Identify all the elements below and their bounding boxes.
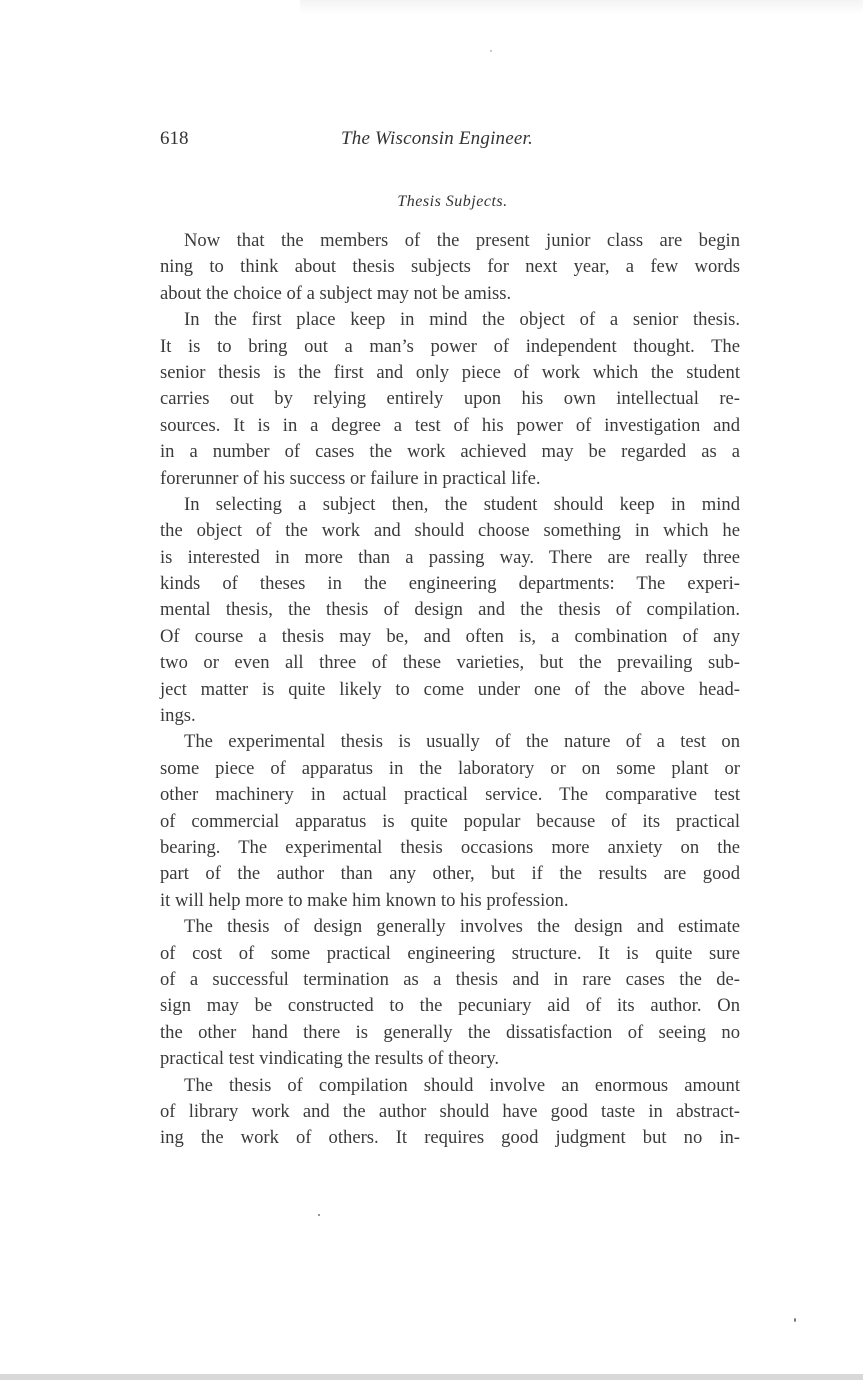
text-line: forerunner of his success or failure in practical life.: [160, 467, 541, 489]
text-line: sources. It is in a degree a test of his power of investigation and: [160, 414, 740, 436]
scan-speck: [490, 50, 492, 52]
text-line: in a number of cases the work achieved may be regarded as a: [160, 441, 740, 463]
text-line: some piece of apparatus in the laboratory or on some plant or: [160, 757, 740, 779]
text-line: other machinery in actual practical service. The comparative test: [160, 784, 740, 806]
text-line: The experimental thesis is usually of the nature of a test on: [184, 731, 740, 753]
text-line: of a successful termination as a thesis and in rare cases the de-: [160, 968, 740, 990]
scan-speck: [318, 1214, 320, 1216]
text-line: sign may be constructed to the pecuniary aid of its author. On: [160, 995, 740, 1017]
text-line: carries out by relying entirely upon his own intellectual re-: [160, 388, 740, 410]
paragraph: [160, 914, 740, 1072]
text-line: of library work and the author should have good taste in abstract-: [160, 1100, 740, 1122]
text-line: two or even all three of these varieties, but the prevailing sub-: [160, 652, 740, 674]
text-line: the other hand there is generally the dissatisfaction of seeing no: [160, 1021, 740, 1043]
scan-speck: [794, 1318, 796, 1322]
article-body: [160, 228, 740, 1152]
running-header: [160, 128, 745, 156]
page-number: 618: [160, 128, 189, 149]
text-line: In selecting a subject then, the student should keep in mind: [184, 493, 740, 515]
page-top-edge: [300, 0, 863, 14]
paragraph: [160, 307, 740, 492]
text-line: ning to think about thesis subjects for next year, a few words: [160, 256, 740, 278]
page-bottom-edge: [0, 1374, 863, 1380]
text-line: of cost of some practical engineering structure. It is quite sure: [160, 942, 740, 964]
text-line: mental thesis, the thesis of design and the thesis of compilation.: [160, 599, 740, 621]
paragraph: [160, 1073, 740, 1152]
article-title: Thesis Subjects.: [397, 193, 508, 210]
text-line: is interested in more than a passing way. There are really three: [160, 546, 740, 568]
text-line: ing the work of others. It requires good judgment but no in-: [160, 1127, 740, 1149]
paragraph: [160, 729, 740, 914]
paragraph: [160, 492, 740, 730]
text-line: bearing. The experimental thesis occasions more anxiety on the: [160, 836, 740, 858]
text-line: of commercial apparatus is quite popular because of its practical: [160, 810, 740, 832]
text-line: senior thesis is the first and only piece of work which the student: [160, 361, 740, 383]
text-line: The thesis of compilation should involve an enormous amount: [184, 1074, 740, 1096]
text-line: ject matter is quite likely to come under one of the above head-: [160, 678, 740, 700]
text-line: The thesis of design generally involves the design and estimate: [184, 916, 740, 938]
text-line: the object of the work and should choose something in which he: [160, 520, 740, 542]
text-line: Of course a thesis may be, and often is, a combination of any: [160, 625, 740, 647]
text-line: part of the author than any other, but if the results are good: [160, 863, 740, 885]
text-line: Now that the members of the present junior class are begin: [184, 230, 740, 251]
text-line: In the first place keep in mind the object of a senior thesis.: [184, 309, 740, 331]
text-line: it will help more to make him known to his profession.: [160, 889, 569, 911]
text-line: ings.: [160, 705, 196, 727]
journal-title: The Wisconsin Engineer.: [341, 128, 533, 149]
text-line: It is to bring out a man’s power of independent thought. The: [160, 335, 740, 357]
text-line: practical test vindicating the results of theory.: [160, 1048, 500, 1070]
paragraph: [160, 228, 740, 307]
text-line: about the choice of a subject may not be amiss.: [160, 282, 512, 304]
text-line: kinds of theses in the engineering departments: The experi-: [160, 573, 740, 595]
